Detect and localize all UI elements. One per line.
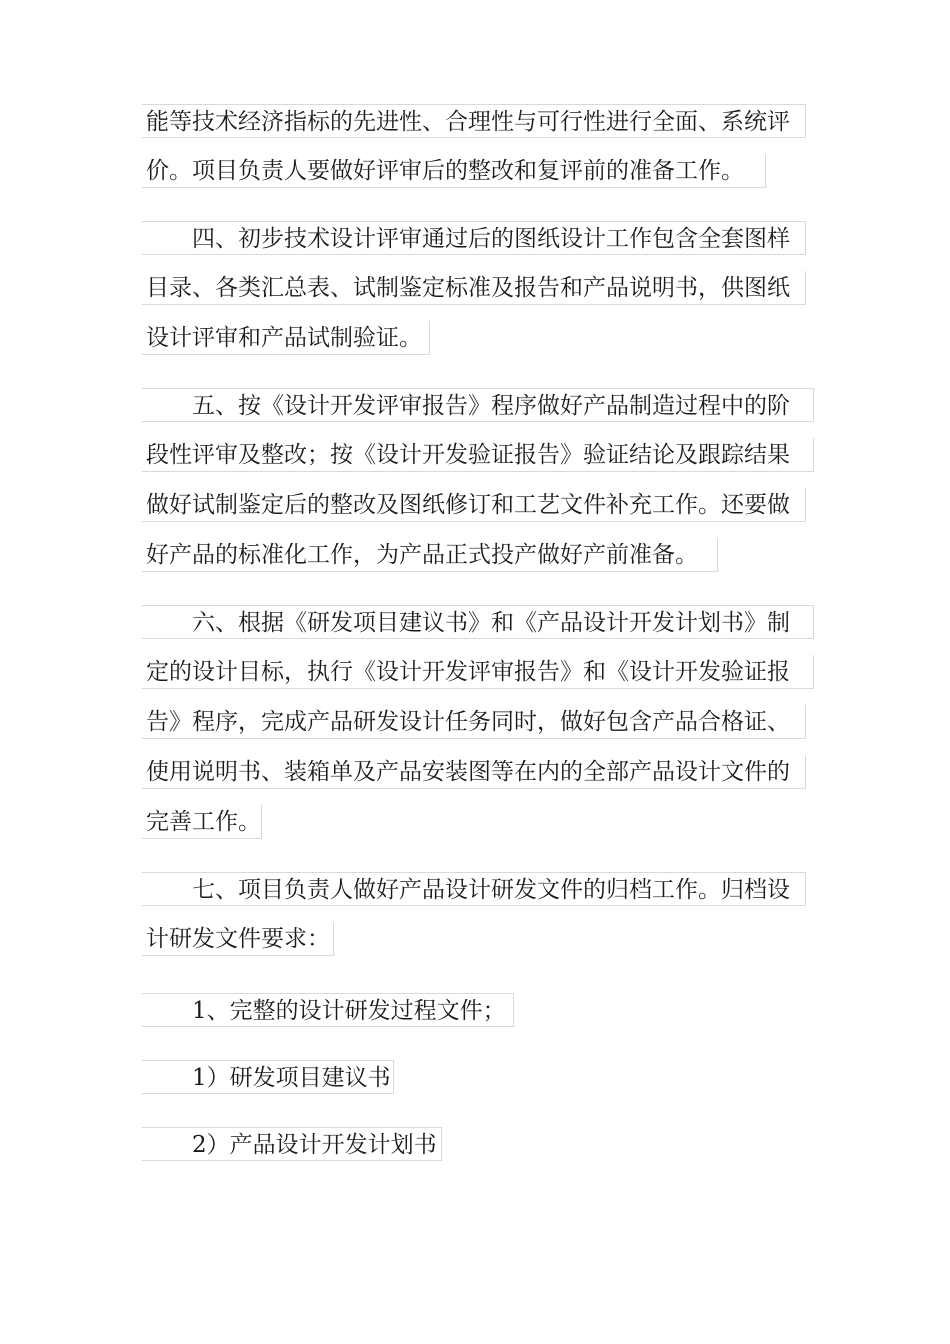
text-line: 计研发文件要求：: [142, 922, 334, 956]
text-line: 五、按《设计开发评审报告》程序做好产品制造过程中的阶: [142, 388, 814, 422]
text-line: 完善工作。: [142, 805, 262, 839]
list-item: 1、完整的设计研发过程文件；: [142, 993, 514, 1027]
text-line: 目录、各类汇总表、试制鉴定标准及报告和产品说明书，供图纸: [142, 271, 806, 305]
text-line: 六、根据《研发项目建议书》和《产品设计开发计划书》制: [142, 605, 814, 639]
text-line: 设计评审和产品试制验证。: [142, 321, 430, 355]
text-line: 做好试制鉴定后的整改及图纸修订和工艺文件补充工作。还要做: [142, 488, 806, 522]
text-line: 段性评审及整改；按《设计开发验证报告》验证结论及跟踪结果: [142, 438, 814, 472]
text-line: 定的设计目标，执行《设计开发评审报告》和《设计开发验证报: [142, 655, 814, 689]
text-line: 好产品的标准化工作，为产品正式投产做好产前准备。: [142, 538, 718, 572]
text-line: 告》程序，完成产品研发设计任务同时，做好包含产品合格证、: [142, 705, 806, 739]
text-line: 能等技术经济指标的先进性、合理性与可行性进行全面、系统评: [142, 104, 806, 138]
text-line: 七、项目负责人做好产品设计研发文件的归档工作。归档设: [142, 872, 806, 906]
text-line: 价。项目负责人要做好评审后的整改和复评前的准备工作。: [142, 154, 766, 188]
text-line: 使用说明书、装箱单及产品安装图等在内的全部产品设计文件的: [142, 755, 806, 789]
list-item: 1）研发项目建议书: [142, 1060, 394, 1094]
text-line: 四、初步技术设计评审通过后的图纸设计工作包含全套图样: [142, 221, 806, 255]
list-item: 2）产品设计开发计划书: [142, 1127, 442, 1161]
